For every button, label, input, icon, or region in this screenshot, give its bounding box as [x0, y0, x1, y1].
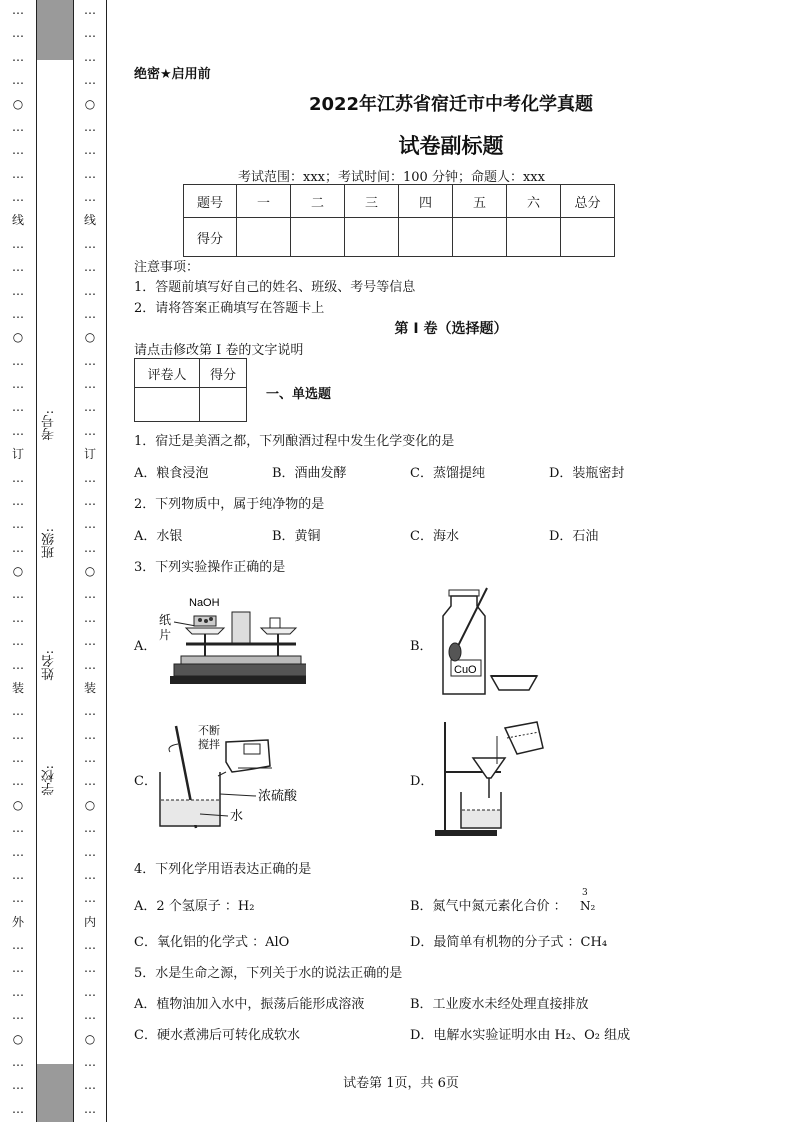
- margin-char: 订: [11, 447, 24, 462]
- margin-char: …: [12, 236, 24, 251]
- margin-char: …: [12, 306, 24, 321]
- exam-subtitle: 试卷副标题: [398, 134, 504, 158]
- section-hint[interactable]: 请点击修改第 I 卷的文字说明: [134, 343, 304, 358]
- option-a[interactable]: A．植物油加入水中，振荡后能形成溶液: [134, 997, 365, 1012]
- score-cell[interactable]: [561, 218, 615, 257]
- margin-char: …: [12, 540, 24, 555]
- score-cell[interactable]: [507, 218, 561, 257]
- margin-char: …: [12, 587, 24, 602]
- option-b[interactable]: B．酒曲发酵: [272, 466, 347, 481]
- naoh-label: NaOH: [189, 597, 220, 609]
- margin-char: 装: [83, 680, 96, 695]
- margin-char: …: [84, 423, 96, 438]
- stir-label-1: 不断: [198, 724, 220, 737]
- student-info-strip: [36, 0, 74, 1122]
- question-stem: 3．下列实验操作正确的是: [134, 560, 286, 575]
- field-school: 学校:: [42, 765, 57, 796]
- score-header-cell: 四: [399, 185, 453, 218]
- margin-char: …: [12, 377, 24, 391]
- page-footer: 试卷第 1页，共 6页: [343, 1076, 459, 1091]
- score-cell[interactable]: [237, 218, 291, 257]
- margin-char: …: [12, 493, 24, 508]
- margin-char: …: [12, 751, 24, 765]
- notes-title: 注意事项：: [134, 260, 200, 275]
- question-stem: 1．宿迁是美酒之都，下列酿酒过程中发生化学变化的是: [134, 434, 455, 449]
- margin-char: …: [84, 1008, 96, 1023]
- note-item: 2．请将答案正确填写在答题卡上: [134, 301, 325, 316]
- score-header-cell: 三: [345, 185, 399, 218]
- margin-char: …: [84, 353, 96, 368]
- question-stem: 2．下列物质中，属于纯净物的是: [134, 497, 325, 512]
- exam-page: [108, 0, 794, 1122]
- inner-margin: [72, 0, 107, 1122]
- margin-char: …: [84, 49, 96, 64]
- margin-char: …: [84, 143, 96, 158]
- margin-char: ○: [12, 797, 24, 812]
- score-cell[interactable]: [291, 218, 345, 257]
- margin-char: …: [84, 1054, 96, 1069]
- option-d[interactable]: D．最简单有机物的分子式 ：CH₄: [410, 935, 608, 950]
- margin-char: …: [84, 891, 96, 906]
- margin-char: …: [84, 961, 96, 976]
- note-item: 1．答题前填写好自己的姓名、班级、考号等信息: [134, 280, 416, 295]
- margin-char: …: [12, 517, 24, 532]
- margin-char: …: [12, 867, 24, 882]
- field-class: 班级:: [42, 528, 57, 559]
- margin-char: ○: [84, 797, 96, 812]
- margin-char: …: [84, 867, 96, 882]
- margin-char: …: [84, 657, 96, 672]
- paper-label-1: 纸: [159, 613, 172, 627]
- grader-cell[interactable]: [200, 388, 247, 422]
- margin-char: …: [12, 1054, 24, 1069]
- margin-char: ○: [12, 564, 24, 578]
- margin-char: …: [12, 891, 24, 906]
- margin-char: …: [12, 727, 24, 742]
- margin-char: …: [84, 377, 96, 391]
- margin-char: …: [12, 3, 24, 17]
- margin-char: …: [12, 73, 24, 88]
- margin-char: …: [12, 190, 24, 204]
- margin-char: …: [12, 260, 24, 275]
- margin-char: …: [84, 704, 96, 719]
- stir-label-2: 搅拌: [198, 738, 220, 751]
- margin-char: …: [12, 844, 24, 859]
- score-header-cell: 题号: [184, 185, 237, 218]
- option-d[interactable]: D．电解水实验证明水由 H₂、O₂ 组成: [410, 1028, 631, 1043]
- exam-title: 2022年江苏省宿迁市中考化学真题: [308, 94, 594, 115]
- margin-char: ○: [84, 330, 96, 345]
- option-c[interactable]: C．海水: [410, 529, 459, 544]
- exam-info: 考试范围：xxx；考试时间：100 分钟；命题人：xxx: [238, 170, 545, 185]
- margin-char: …: [12, 1078, 24, 1093]
- outer-margin: [0, 0, 36, 1122]
- cuo-jar-figure: [433, 586, 573, 698]
- margin-char: ○: [84, 96, 96, 111]
- option-b[interactable]: B．: [410, 639, 433, 654]
- margin-char: …: [84, 984, 96, 999]
- margin-char: …: [84, 166, 96, 181]
- margin-char: …: [12, 49, 24, 64]
- margin-char: …: [12, 353, 24, 368]
- margin-char: …: [84, 844, 96, 859]
- margin-char: …: [12, 26, 24, 41]
- margin-char: …: [84, 774, 96, 789]
- grader-header-cell: 评卷人: [135, 359, 200, 388]
- margin-char: …: [12, 283, 24, 298]
- option-d[interactable]: D．装瓶密封: [549, 466, 625, 481]
- margin-char: 订: [83, 447, 96, 462]
- margin-char: …: [12, 657, 24, 672]
- margin-char: ○: [12, 330, 24, 345]
- margin-char: …: [12, 1008, 24, 1023]
- score-cell[interactable]: [399, 218, 453, 257]
- paper-label-2: 片: [159, 628, 172, 642]
- margin-char: 外: [11, 914, 24, 929]
- margin-char: …: [84, 727, 96, 742]
- grader-table: [134, 358, 247, 422]
- margin-char: …: [12, 423, 24, 438]
- option-a[interactable]: A．水银: [134, 529, 183, 544]
- margin-char: …: [84, 517, 96, 532]
- margin-char: …: [12, 634, 24, 649]
- margin-char: …: [84, 73, 96, 88]
- margin-char: …: [84, 26, 96, 41]
- margin-char: …: [84, 190, 96, 204]
- margin-char: …: [84, 283, 96, 298]
- section-title: 第 I 卷（选择题）: [394, 321, 508, 337]
- margin-char: …: [84, 493, 96, 508]
- score-table-header-row: [184, 185, 615, 218]
- option-d[interactable]: D．石油: [549, 529, 599, 544]
- margin-char: …: [84, 400, 96, 415]
- dilution-figure: [156, 722, 336, 834]
- score-header-cell: 总分: [561, 185, 615, 218]
- filtration-figure: [433, 718, 548, 840]
- margin-char: 线: [83, 213, 96, 228]
- margin-char: 装: [11, 680, 24, 695]
- margin-char: ○: [12, 96, 24, 111]
- score-header-cell: 六: [507, 185, 561, 218]
- margin-char: …: [84, 587, 96, 602]
- margin-char: …: [84, 1078, 96, 1093]
- option-a[interactable]: A．粮食浸泡: [134, 466, 209, 481]
- score-header-cell: 五: [453, 185, 507, 218]
- margin-char: ○: [12, 1031, 24, 1046]
- question-stem: 4．下列化学用语表达正确的是: [134, 862, 312, 877]
- margin-char: 线: [11, 213, 24, 228]
- gray-block-top: [37, 0, 73, 60]
- gray-block-bottom: [37, 1064, 73, 1122]
- option-c[interactable]: C．氧化铝的化学式 ：AlO: [134, 935, 290, 950]
- margin-char: …: [12, 143, 24, 158]
- acid-label: 浓硫酸: [258, 789, 298, 804]
- score-cell[interactable]: [345, 218, 399, 257]
- score-header-cell: 一: [237, 185, 291, 218]
- grader-header-row: [135, 359, 247, 388]
- option-a[interactable]: A．: [134, 639, 157, 654]
- margin-char: …: [12, 400, 24, 415]
- margin-char: …: [12, 119, 24, 134]
- margin-char: …: [84, 236, 96, 251]
- margin-char: 内: [83, 914, 96, 929]
- valence-formula: N₂: [580, 899, 596, 913]
- margin-char: ○: [84, 1031, 96, 1046]
- margin-char: …: [12, 961, 24, 976]
- margin-char: …: [84, 610, 96, 625]
- grader-input-row: [135, 388, 247, 422]
- margin-char: …: [84, 821, 96, 836]
- margin-char: …: [84, 751, 96, 765]
- margin-char: …: [84, 540, 96, 555]
- field-exam-number: 考号:: [42, 410, 57, 441]
- option-c[interactable]: C．: [134, 774, 157, 789]
- secret-label: 绝密★启用前: [134, 67, 211, 82]
- grader-header-cell: 得分: [200, 359, 247, 388]
- score-row-label: 得分: [184, 218, 237, 257]
- question-stem: 5．水是生命之源，下列关于水的说法正确的是: [134, 966, 403, 981]
- grader-cell[interactable]: [135, 388, 200, 422]
- margin-char: ○: [84, 564, 96, 578]
- water-label: 水: [230, 809, 244, 824]
- option-d[interactable]: D．: [410, 774, 434, 789]
- field-name: 姓名:: [42, 650, 57, 681]
- margin-char: …: [84, 119, 96, 134]
- margin-char: …: [12, 774, 24, 789]
- margin-char: …: [12, 821, 24, 836]
- margin-char: …: [12, 704, 24, 719]
- score-table: [183, 184, 615, 257]
- option-c[interactable]: C．硬水煮沸后可转化成软水: [134, 1028, 300, 1043]
- margin-char: …: [12, 1101, 24, 1116]
- margin-char: …: [84, 260, 96, 275]
- score-cell[interactable]: [453, 218, 507, 257]
- margin-char: …: [12, 166, 24, 181]
- valence-charge: 3: [582, 888, 588, 898]
- margin-char: …: [12, 610, 24, 625]
- margin-char: …: [84, 938, 96, 952]
- option-a[interactable]: A．2 个氢原子 ：H₂: [134, 899, 255, 914]
- option-c[interactable]: C．蒸馏提纯: [410, 466, 485, 481]
- score-header-cell: 二: [291, 185, 345, 218]
- option-b[interactable]: B．氮气中氮元素化合价 ：: [410, 899, 567, 914]
- balance-scale-figure: [156, 592, 306, 690]
- margin-char: …: [84, 306, 96, 321]
- margin-char: …: [84, 634, 96, 649]
- score-table-score-row: [184, 218, 615, 257]
- margin-char: …: [84, 470, 96, 485]
- margin-char: …: [12, 938, 24, 952]
- option-b[interactable]: B．工业废水未经处理直接排放: [410, 997, 589, 1012]
- margin-char: …: [84, 3, 96, 17]
- margin-char: …: [84, 1101, 96, 1116]
- margin-char: …: [12, 984, 24, 999]
- part-title: 一、单选题: [266, 387, 332, 402]
- margin-char: …: [12, 470, 24, 485]
- option-b[interactable]: B．黄铜: [272, 529, 321, 544]
- cuo-label: CuO: [454, 664, 477, 676]
